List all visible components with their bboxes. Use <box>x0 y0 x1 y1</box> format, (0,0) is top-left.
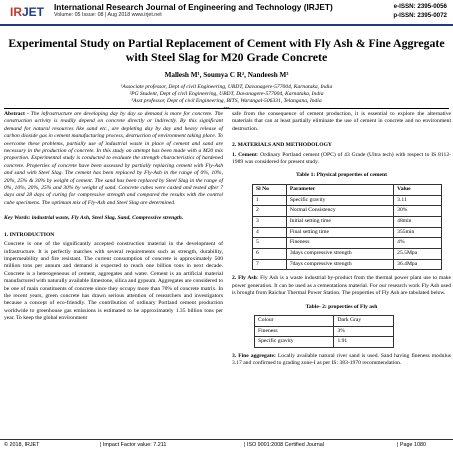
table-cell: 48min <box>394 216 442 227</box>
table-cell: 3days compressive strength <box>286 248 393 259</box>
right-column <box>232 111 451 368</box>
affiliation-1: ¹Associate professor, Dept of civil Engineering, UBDT, Davanagere-577004, Karnataka, India <box>120 84 333 90</box>
footer-rule <box>0 439 453 440</box>
table-header-cell: Parameter <box>286 184 393 195</box>
footer-copyright: © 2018, IRJET <box>4 442 40 448</box>
affiliation-2: ²PG Student, Dept of civil Engineering, UBDT, Davanagere-577004, Karnataka, India <box>129 91 324 97</box>
table-row <box>255 326 394 337</box>
table-cell: 1.91 <box>334 337 394 348</box>
fly-ash-properties-table <box>254 315 394 348</box>
table-row <box>253 227 442 238</box>
table-cell: Dark Gray <box>334 315 394 326</box>
table-row <box>253 248 442 259</box>
table-cell: 2 <box>253 206 287 217</box>
table-cell: 30% <box>394 206 442 217</box>
keywords-label: Key Words: <box>4 215 31 222</box>
table-cell: 5 <box>253 238 287 249</box>
footer-impact-factor: | Impact Factor value: 7.211 <box>100 442 167 448</box>
cement-paragraph: 1. Cement: Ordinary Portland cement (OPC) of 43 Grade (Ultra tech) with respect to IS 8112-1989 was considered for present study. <box>232 151 452 166</box>
fly-ash-paragraph: 2. Fly Ash: Fly Ash is a waste industrial by-product from the thermal power plant use to make power generation. It can be used as a cementations material. For our research work Fly Ash used is brought from Raichur Thermal Power Station. The properties of Fly Ash are tabulated below. <box>232 275 452 297</box>
footer-page-number: | Page 1080 <box>397 442 426 448</box>
table-cell: 3.11 <box>394 195 442 206</box>
table-cell: Normal Consistency <box>286 206 393 217</box>
cement-properties-table <box>252 184 442 271</box>
table-row <box>255 315 394 326</box>
journal-logo: IRJET <box>4 2 50 22</box>
table-cell: Specific gravity <box>286 195 393 206</box>
keywords-text: industrial waste, Fly Ash, Steel Slag, Sand, Compressive strength. <box>30 215 184 222</box>
table-cell: 7 <box>253 259 287 270</box>
footer-iso: | ISO 9001:2008 Certified Journal <box>244 442 324 448</box>
fine-aggregate-label: 3. Fine aggregate: <box>232 353 276 360</box>
table-cell: Colour <box>255 315 334 326</box>
table-cell: Final setting time <box>286 227 393 238</box>
table-cell: Initial setting time <box>286 216 393 227</box>
introduction-heading: 1. INTRODUCTION <box>4 231 55 238</box>
table-row <box>255 337 394 348</box>
fly-ash-label: 2. Fly Ash <box>232 275 257 282</box>
table-row <box>253 259 442 270</box>
table-header-row <box>253 184 442 195</box>
volume-issue-line: Volume: 05 Issue: 08 | Aug 2018 www.irjet.net <box>54 12 162 18</box>
table2-caption: Table- 2: properties of Fly ash <box>305 303 378 310</box>
materials-heading: 2. MATERIALS AND METHODOLOGY <box>232 142 332 149</box>
fine-aggregate-paragraph: 3. Fine aggregate: Locally available natural river sand is used. Sand having fineness modulus 3.17 and confirmed to grading zone-I as per IS: 383-1970 recommendation. <box>232 353 451 367</box>
affiliation-3: ³Asst professor, Dept of civil Engineering, BITS, Warangal-506331, Telangana, India <box>131 98 322 104</box>
table-header-cell: Value <box>394 184 442 195</box>
p-issn: p-ISSN: 2395-0072 <box>393 12 447 19</box>
keywords <box>4 215 223 222</box>
table-cell: 3 <box>253 216 287 227</box>
table-cell: 25.5Mpa <box>394 248 442 259</box>
table-row <box>253 195 442 206</box>
table-cell: 6 <box>253 248 287 259</box>
table1-caption: Table 1: Physical properties of cement <box>296 172 387 179</box>
table-cell: 4% <box>394 238 442 249</box>
table-cell: Fineness <box>286 238 393 249</box>
table-row <box>253 206 442 217</box>
table-cell: 36.4Mpa <box>394 259 442 270</box>
paper-title: Experimental Study on Partial Replacement of Cement with Fly Ash & Fine Aggregate with Steel Slag for M20 Grade Concrete <box>8 36 445 64</box>
cement-label: 1. Cement <box>232 151 257 158</box>
continuation-text: safe from the consequence of cement production, it is essential to explore the alternative materials that can at least partially eliminate the use of cement in concrete and no environment destruction. <box>232 111 451 132</box>
abstract <box>4 111 223 207</box>
divider-line <box>4 108 449 109</box>
table-cell: 355min <box>394 227 442 238</box>
e-issn: e-ISSN: 2395-0056 <box>393 3 447 10</box>
authors: Mallesh M¹, Soumya C R², Nandeesh M³ <box>164 71 289 79</box>
table-row <box>253 216 442 227</box>
journal-header <box>0 0 453 24</box>
journal-name: International Research Journal of Engineering and Technology (IRJET) <box>54 2 333 12</box>
table-cell: 7days compressive strength <box>286 259 393 270</box>
table-row <box>253 238 442 249</box>
table-cell: Specific gravity <box>255 337 334 348</box>
header-rule <box>0 24 453 26</box>
abstract-label: Abstract - <box>4 111 29 117</box>
table-cell: Fineness <box>255 326 334 337</box>
table-cell: 1 <box>253 195 287 206</box>
table-header-cell: Sl No <box>253 184 287 195</box>
table-cell: 3% <box>334 326 394 337</box>
introduction-text: Concrete is one of the significantly accepted construction material in the development of infrastructure. It is perfectly matches with several requirements such as strength, durability, impermeability and fire resistant. The current consumption of concrete is approximately 500 million tons per annum and demand is expected to reach one billion tons in next decade. Concrete is a heterogeneous of cement, aggregates and water. Cement is an artificial material manufactured with naturally available limestone, silica and gypsum. Aggregates are considered to be one of main constituents of concrete since they occupy more than 70% of concrete matrix. In the recent years, green concrete has drawn serious attention of researchers and investigators because a concept of eco-friendly. The contribution of ordinary Portland cement production worldwide to greenhouse gas emissions is estimated to be approximately 1.35 billion tons per year. To keep the global environment <box>4 241 223 322</box>
left-column <box>4 111 223 323</box>
table-cell: 4 <box>253 227 287 238</box>
abstract-text: The infrastructure are developing day by day so demand is more for concrete. The construction activity is readily depend on concrete directly or indirectly. By this significant demand for natural resources like sand etc., are depleting day by day and heavy release of carbon dioxide gas in cement manufacturing process, destruction of environment taking place. To overcome these problems, partially use of industrial waste in place of cement and sand are necessary in the production of concrete. In this study an attempt has been made with a M20 mix proportion. Experimental study is conducted to evaluate the strength characteristics of hardened concrete. Properties of concrete have been assessed by partially replacing cement with Fly-Ash and sand with Steel Slag. The cement has been replaced by Fly-Ash in the range of 0%, 10%, 20%, 25% & 30% by weight of cement. The sand has been replaced by Steel Slag in the range of 0%, 10%, 20%, 25% and 30% by weight of sand. Concrete cubes were casted and tested after 7 days and 28 days of curing for compressive strength and compared the results with the control cube specimens. The optimum mix of Fly-Ash and Steel Slag are determined. <box>4 111 223 206</box>
